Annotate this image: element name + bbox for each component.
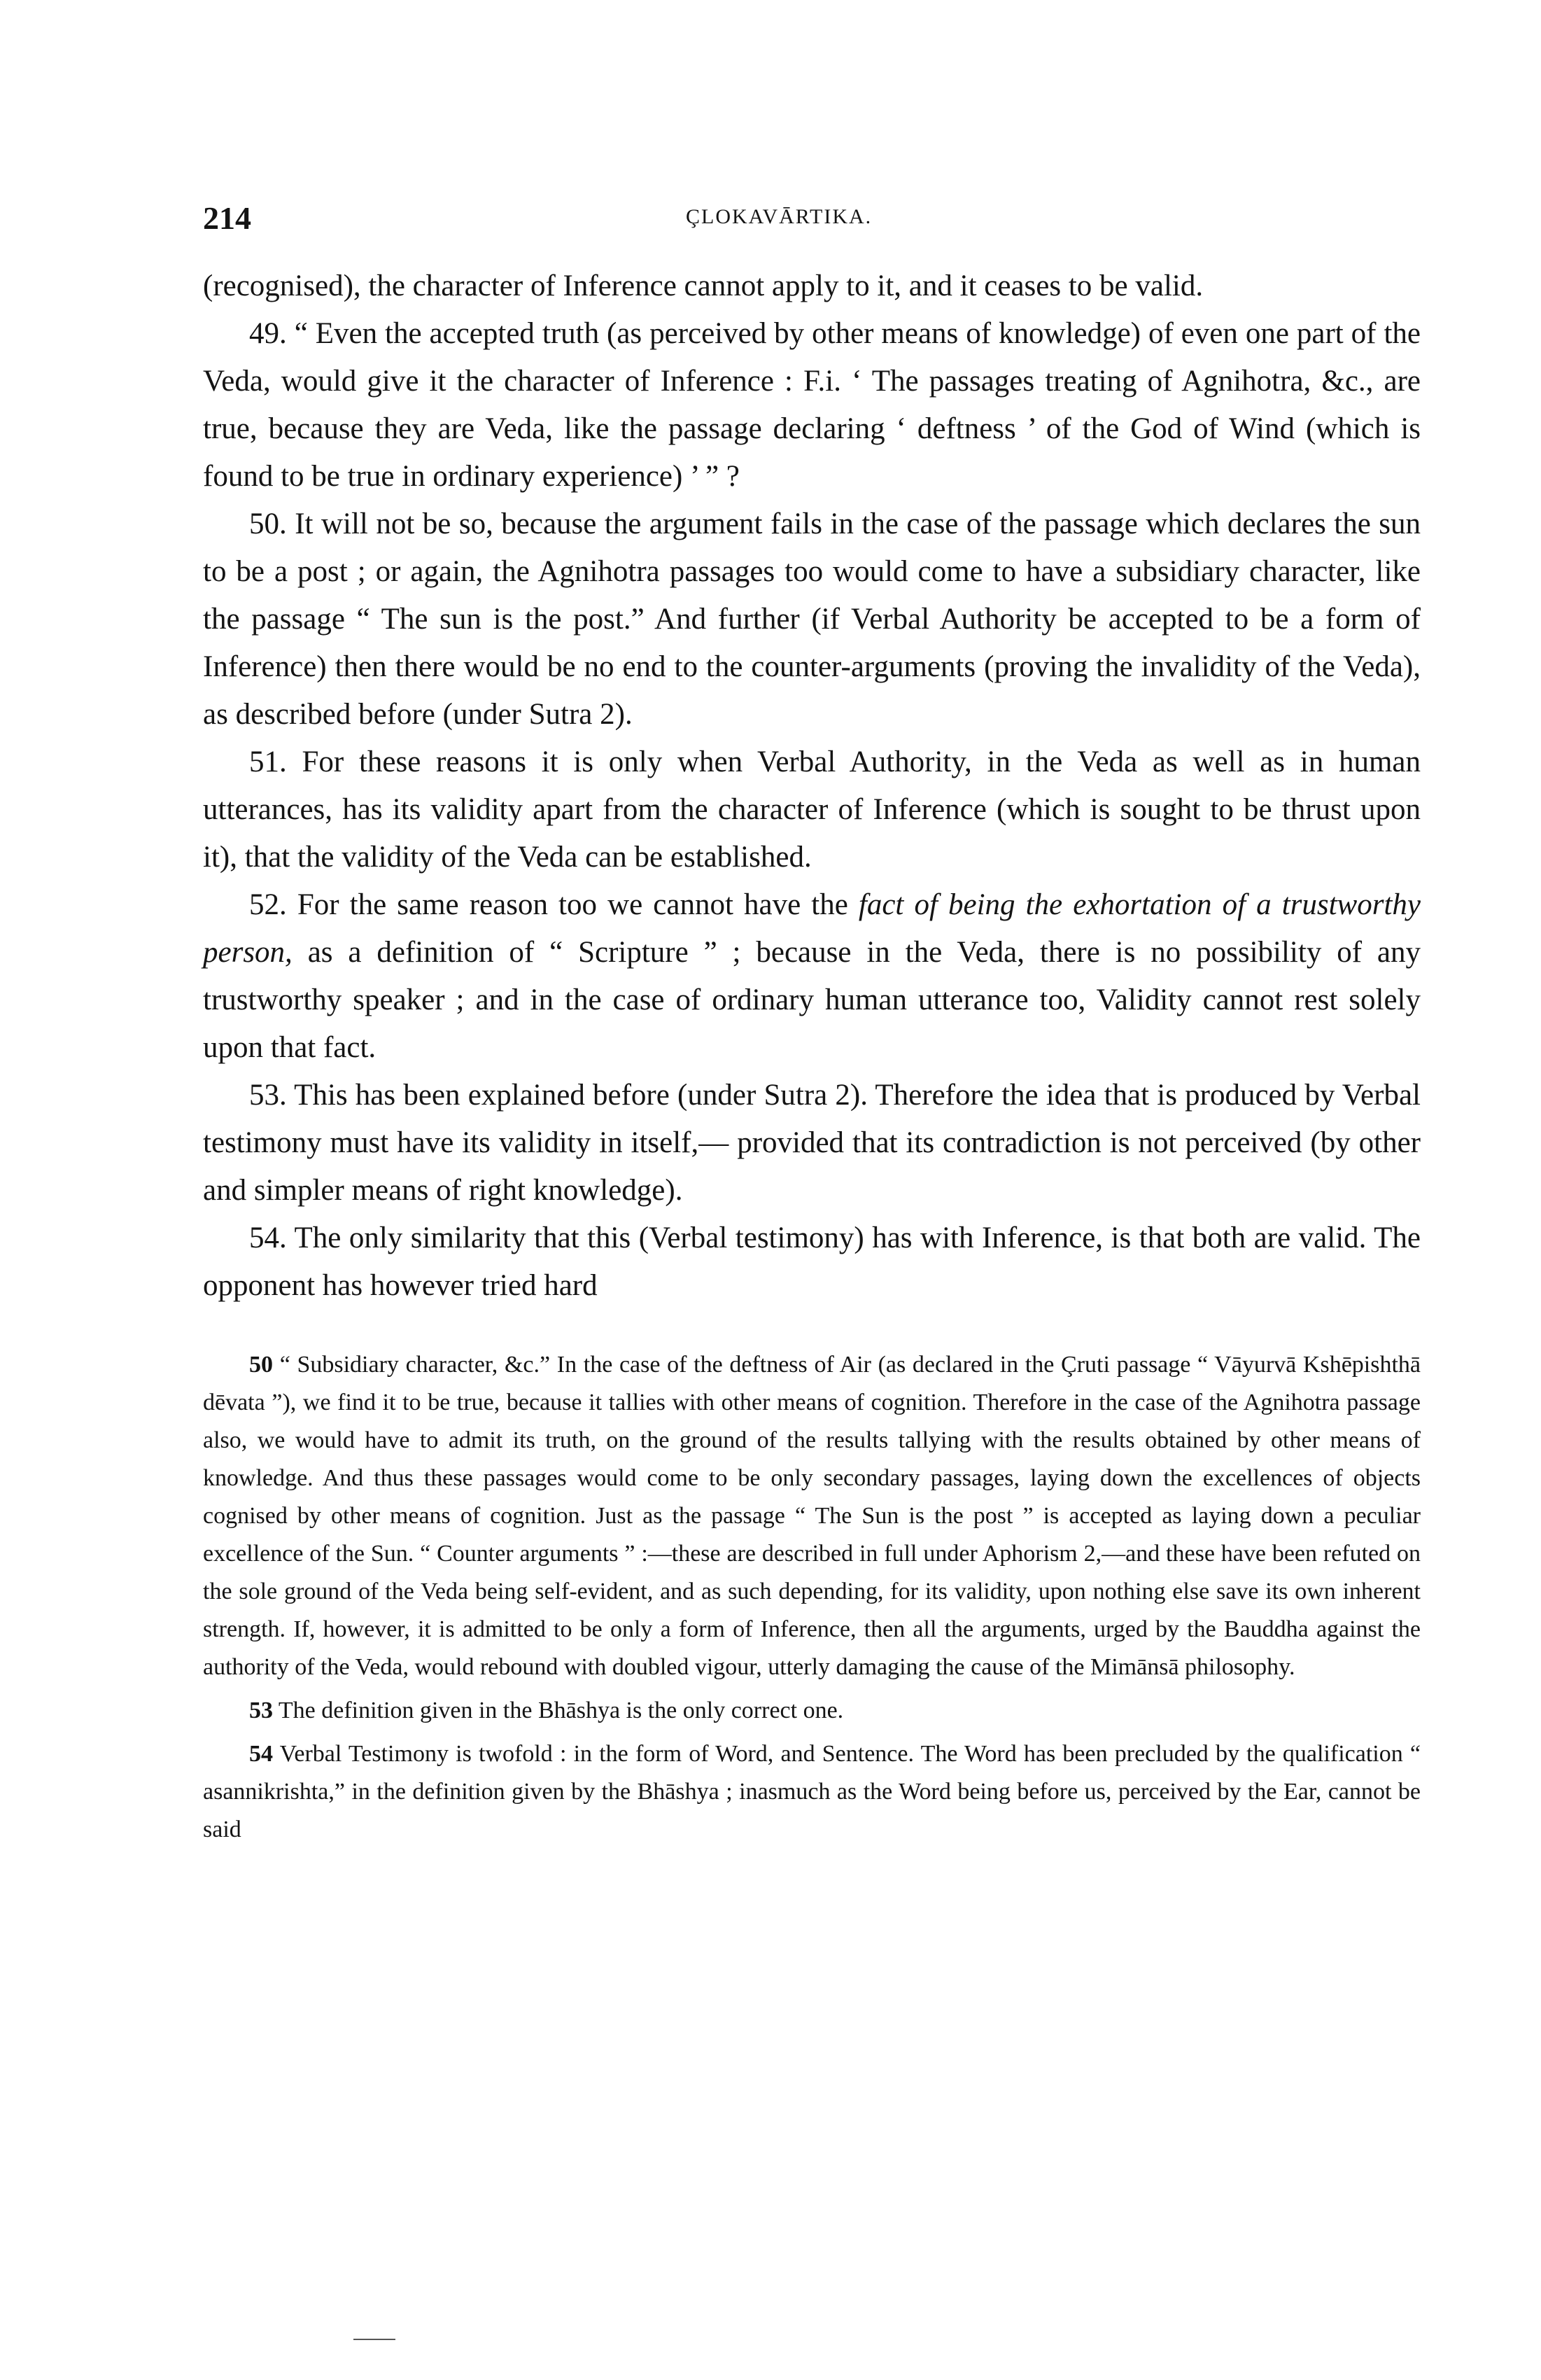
paragraph-text: This has been explained before (under Sutra 2). Therefore the idea that is produced by Verbal testimony must have its validity in itself,— provided that its contradiction is not perceived (by other and simpler means of right knowledge).	[203, 1079, 1421, 1207]
paragraph-continuation	[203, 262, 1421, 310]
main-text	[203, 262, 1421, 1310]
footnote-number: 53	[249, 1698, 273, 1723]
paragraph-text: For the same reason too we cannot have the	[297, 888, 859, 921]
paragraph-number: 51.	[249, 746, 287, 778]
paragraph-number: 54.	[249, 1222, 287, 1254]
paragraph-number: 52.	[249, 888, 287, 921]
footnote-text: “ Subsidiary character, &c.” In the case of the deftness of Air (as declared in the Çruti passage “ Vāyurvā Kshēpishthā dēvata ”), we find it to be true, because it tallies with other means of cognition. Therefore in the case of the Agnihotra passage also, we would have to admit its truth, on the ground of the results tallying with the results obtained by other means of knowledge. And thus these passages would come to be only secondary passages, laying down the excellences of objects cognised by other means of cognition. Just as the passage “ The Sun is the post ” is accepted as laying down a peculiar excellence of the Sun. “ Counter arguments ” :—these are described in full under Aphorism 2,—and these have been refuted on the sole ground of the Veda being self-evident, and as such depending, for its validity, upon nothing else save its own inherent strength. If, however, it is admitted to be only a form of Inference, then all the arguments, urged by the Bauddha against the authority of the Veda, would rebound with doubled vigour, utterly damaging the cause of the Mimānsā philosophy.	[203, 1352, 1421, 1680]
paragraph-number: 50.	[249, 507, 287, 540]
footnote-number: 54	[249, 1741, 273, 1767]
paragraph-50	[203, 500, 1421, 738]
ink-scribble-mark	[353, 2338, 395, 2341]
paragraph-text: It will not be so, because the argument fails in the case of the passage which declares the sun to be a post ; or again, the Agnihotra passages too would come to have a subsidiary character, like the passage “ The sun is the post.” And further (if Verbal Authority be accepted to be a form of Inference) then there would be no end to the counter-arguments (proving the invalidity of the Veda), as described before (under Sutra 2).	[203, 507, 1421, 731]
footnote-text: The definition given in the Bhāshya is the only correct one.	[278, 1698, 844, 1723]
running-title: ÇLOKAVĀRTIKA.	[686, 205, 873, 228]
paragraph-italic-phrase: fact of being the exhortation of a trustworthy person,	[203, 888, 1421, 969]
paragraph-53	[203, 1072, 1421, 1214]
paragraph-51	[203, 738, 1421, 881]
paragraph-number: 53.	[249, 1079, 287, 1112]
paragraph-text: as a definition of “ Scripture ” ; because in the Veda, there is no possibility of any trustworthy speaker ; and in the case of ordinary human utterance too, Validity cannot rest solely upon that fact.	[203, 936, 1421, 1064]
page-header	[203, 200, 1421, 241]
paragraph-text: (recognised), the character of Inference cannot apply to it, and it ceases to be valid.	[203, 270, 1204, 302]
footnote-53	[203, 1692, 1421, 1730]
paragraph-text: For these reasons it is only when Verbal Authority, in the Veda as well as in human utterances, has its validity apart from the character of Inference (which is sought to be thrust upon it), that the validity of the Veda can be established.	[203, 746, 1421, 874]
paragraph-54	[203, 1214, 1421, 1310]
footnote-50	[203, 1346, 1421, 1686]
footnote-number: 50	[249, 1352, 273, 1378]
book-page	[203, 200, 1421, 1854]
footnote-54	[203, 1735, 1421, 1849]
paragraph-49	[203, 310, 1421, 500]
paragraph-text: The only similarity that this (Verbal testimony) has with Inference, is that both are valid. The opponent has however tried hard	[203, 1222, 1421, 1302]
paragraph-52	[203, 881, 1421, 1072]
footnote-text: Verbal Testimony is twofold : in the form of Word, and Sentence. The Word has been precluded by the qualification “ asannikrishta,” in the definition given by the Bhāshya ; inasmuch as the Word being before us, perceived by the Ear, cannot be said	[203, 1741, 1421, 1842]
paragraph-text: “ Even the accepted truth (as perceived by other means of knowledge) of even one part of the Veda, would give it the character of Inference : F.i. ‘ The passages treating of Agnihotra, &c., are true, because they are Veda, like the passage declaring ‘ deftness ’ of the God of Wind (which is found to be true in ordinary experience) ’ ” ?	[203, 317, 1421, 493]
footnotes	[203, 1346, 1421, 1849]
paragraph-number: 49.	[249, 317, 287, 350]
page-number: 214	[203, 200, 251, 236]
